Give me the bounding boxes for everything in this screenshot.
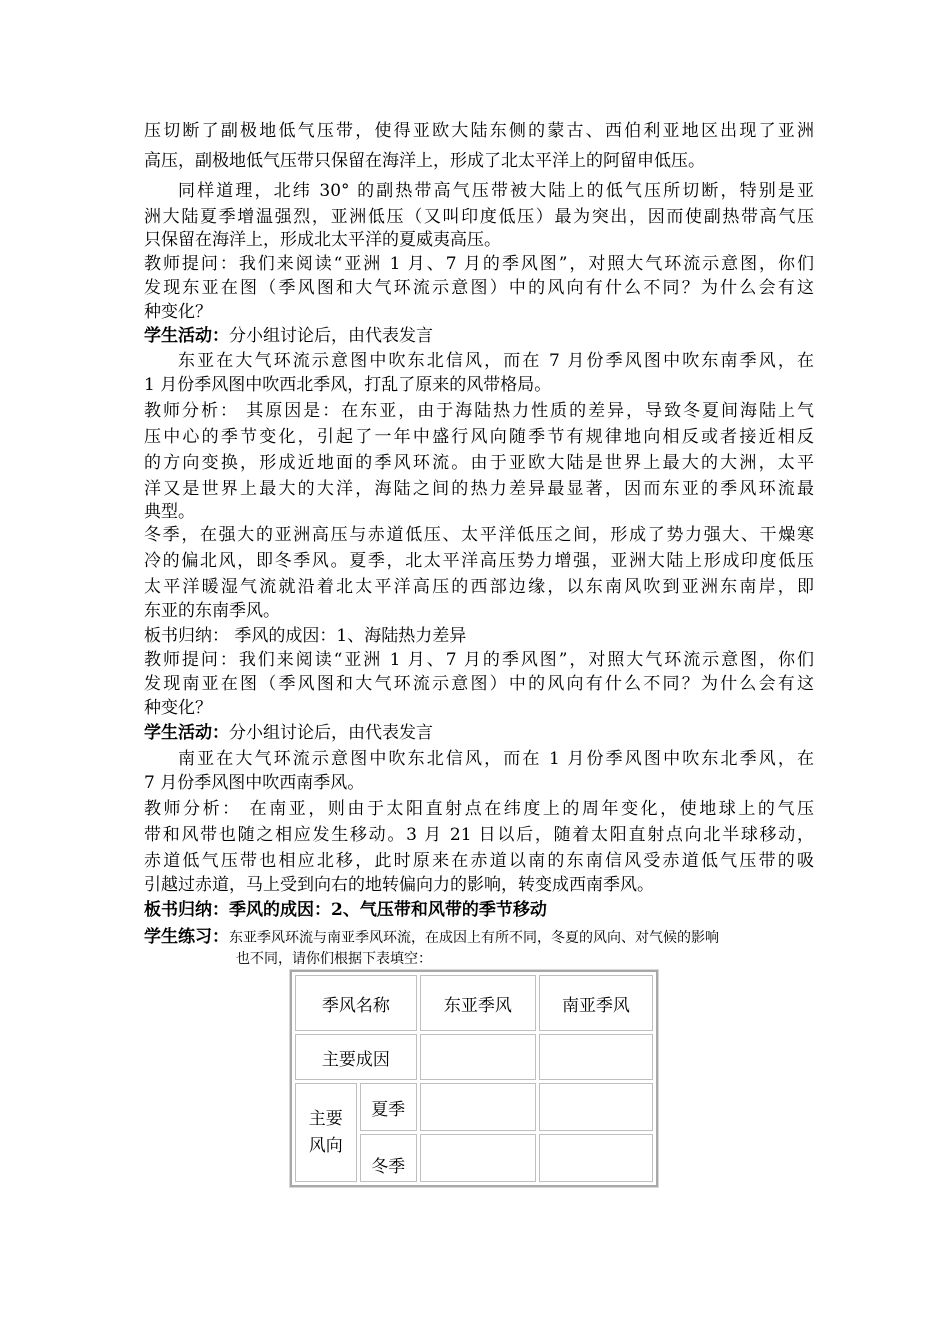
text-line: 种变化？: [144, 698, 212, 718]
text-line: 板书归纳： 季风的成因：1、海陆热力差异: [144, 626, 467, 646]
text-line: [144, 324, 814, 348]
text-line: 带和风带也随之相应发生移动。3 月 21 日以后，随着太阳直射点向北半球移动，: [144, 825, 814, 845]
table-header-name: 季风名称: [295, 975, 417, 1031]
table-row-direction: [295, 1083, 357, 1182]
text-line: 也不同，请你们根据下表填空：: [236, 951, 432, 967]
table-row-direction-label: 主要风向: [308, 1108, 343, 1156]
text-line: 太平洋暖湿气流就沿着北太平洋高压的西部边缘，以东南风吹到亚洲东南岸，即: [144, 577, 814, 597]
text-line: 教师提问：我们来阅读“亚洲 1 月、7 月的季风图”，对照大气环流示意图，你们: [144, 254, 814, 274]
text-line: 教师分析： 在南亚，则由于太阳直射点在纬度上的周年变化，使地球上的气压: [144, 799, 814, 819]
text-line: 高压，副极地低气压带只保留在海洋上，形成了北太平洋上的阿留申低压。: [144, 151, 705, 171]
text-line: 典型。: [144, 502, 195, 522]
table-cell-empty[interactable]: [420, 1134, 536, 1182]
text-line: 发现南亚在图（季风图和大气环流示意图）中的风向有什么不同？为什么会有这: [144, 674, 814, 694]
text-line: 压切断了副极地低气压带，使得亚欧大陆东侧的蒙古、西伯利亚地区出现了亚洲: [144, 121, 814, 141]
text-line: 南亚在大气环流示意图中吹东北信风，而在 1 月份季风图中吹东北季风，在: [178, 749, 814, 769]
text-line: 7 月份季风图中吹西南季风。: [144, 773, 365, 793]
table-cell-empty[interactable]: [420, 1083, 536, 1131]
text-span: 分小组讨论后，由代表发言: [229, 723, 433, 743]
text-line: 冬季，在强大的亚洲高压与赤道低压、太平洋低压之间，形成了势力强大、干燥寒: [144, 525, 814, 545]
table-header-east: 东亚季风: [420, 975, 536, 1031]
text-line: 洋又是世界上最大的大洋，海陆之间的热力差异最显著，因而东亚的季风环流最: [144, 479, 814, 499]
table-cell-empty[interactable]: [539, 1134, 653, 1182]
table-row-cause: 主要成因: [295, 1034, 417, 1080]
table-row-winter: 冬季: [360, 1134, 417, 1182]
table-row-summer: 夏季: [360, 1083, 417, 1131]
text-span: 东亚季风环流与南亚季风环流，在成因上有所不同，冬夏的风向、对气候的影响: [229, 930, 719, 946]
text-line: 冷的偏北风，即冬季风。夏季，北太平洋高压势力增强，亚洲大陆上形成印度低压: [144, 551, 814, 571]
text-line: 洲大陆夏季增温强烈，亚洲低压（又叫印度低压）最为突出，因而使副热带高气压: [144, 207, 814, 227]
label-student-activity: 学生活动：: [144, 723, 229, 743]
text-line: 压中心的季节变化，引起了一年中盛行风向随季节有规律地向相反或者接近相反: [144, 427, 814, 447]
text-line: 板书归纳：季风的成因：2、气压带和风带的季节移动: [144, 900, 547, 920]
table-cell-empty[interactable]: [539, 1083, 653, 1131]
text-line: [144, 721, 814, 745]
text-line: 教师分析： 其原因是：在东亚，由于海陆热力性质的差异，导致冬夏间海陆上气: [144, 401, 814, 421]
text-line: 种变化？: [144, 302, 212, 322]
text-line: 东亚在大气环流示意图中吹东北信风，而在 7 月份季风图中吹东南季风，在: [178, 351, 814, 371]
text-line: 只保留在海洋上，形成北太平洋的夏威夷高压。: [144, 230, 501, 250]
text-line: 的方向变换，形成近地面的季风环流。由于亚欧大陆是世界上最大的大洲，太平: [144, 453, 814, 473]
text-span: 分小组讨论后，由代表发言: [229, 326, 433, 346]
text-line: 发现东亚在图（季风图和大气环流示意图）中的风向有什么不同？为什么会有这: [144, 278, 814, 298]
text-line: 教师提问：我们来阅读“亚洲 1 月、7 月的季风图”，对照大气环流示意图，你们: [144, 650, 814, 670]
table-cell-empty[interactable]: [539, 1034, 653, 1080]
text-line: 赤道低气压带也相应北移，此时原来在赤道以南的东南信风受赤道低气压带的吸: [144, 851, 814, 871]
text-line: 引越过赤道，马上受到向右的地转偏向力的影响，转变成西南季风。: [144, 875, 654, 895]
table-cell-empty[interactable]: [420, 1034, 536, 1080]
text-line: 1 月份季风图中吹西北季风，打乱了原来的风带格局。: [144, 375, 552, 395]
text-line: 东亚的东南季风。: [144, 601, 280, 621]
label-student-exercise: 学生练习：: [144, 927, 229, 947]
table-header-south: 南亚季风: [539, 975, 653, 1031]
monsoon-table: [290, 970, 658, 1187]
text-line: 同样道理，北纬 30° 的副热带高气压带被大陆上的低气压所切断，特别是亚: [178, 181, 814, 201]
label-student-activity: 学生活动：: [144, 326, 229, 346]
